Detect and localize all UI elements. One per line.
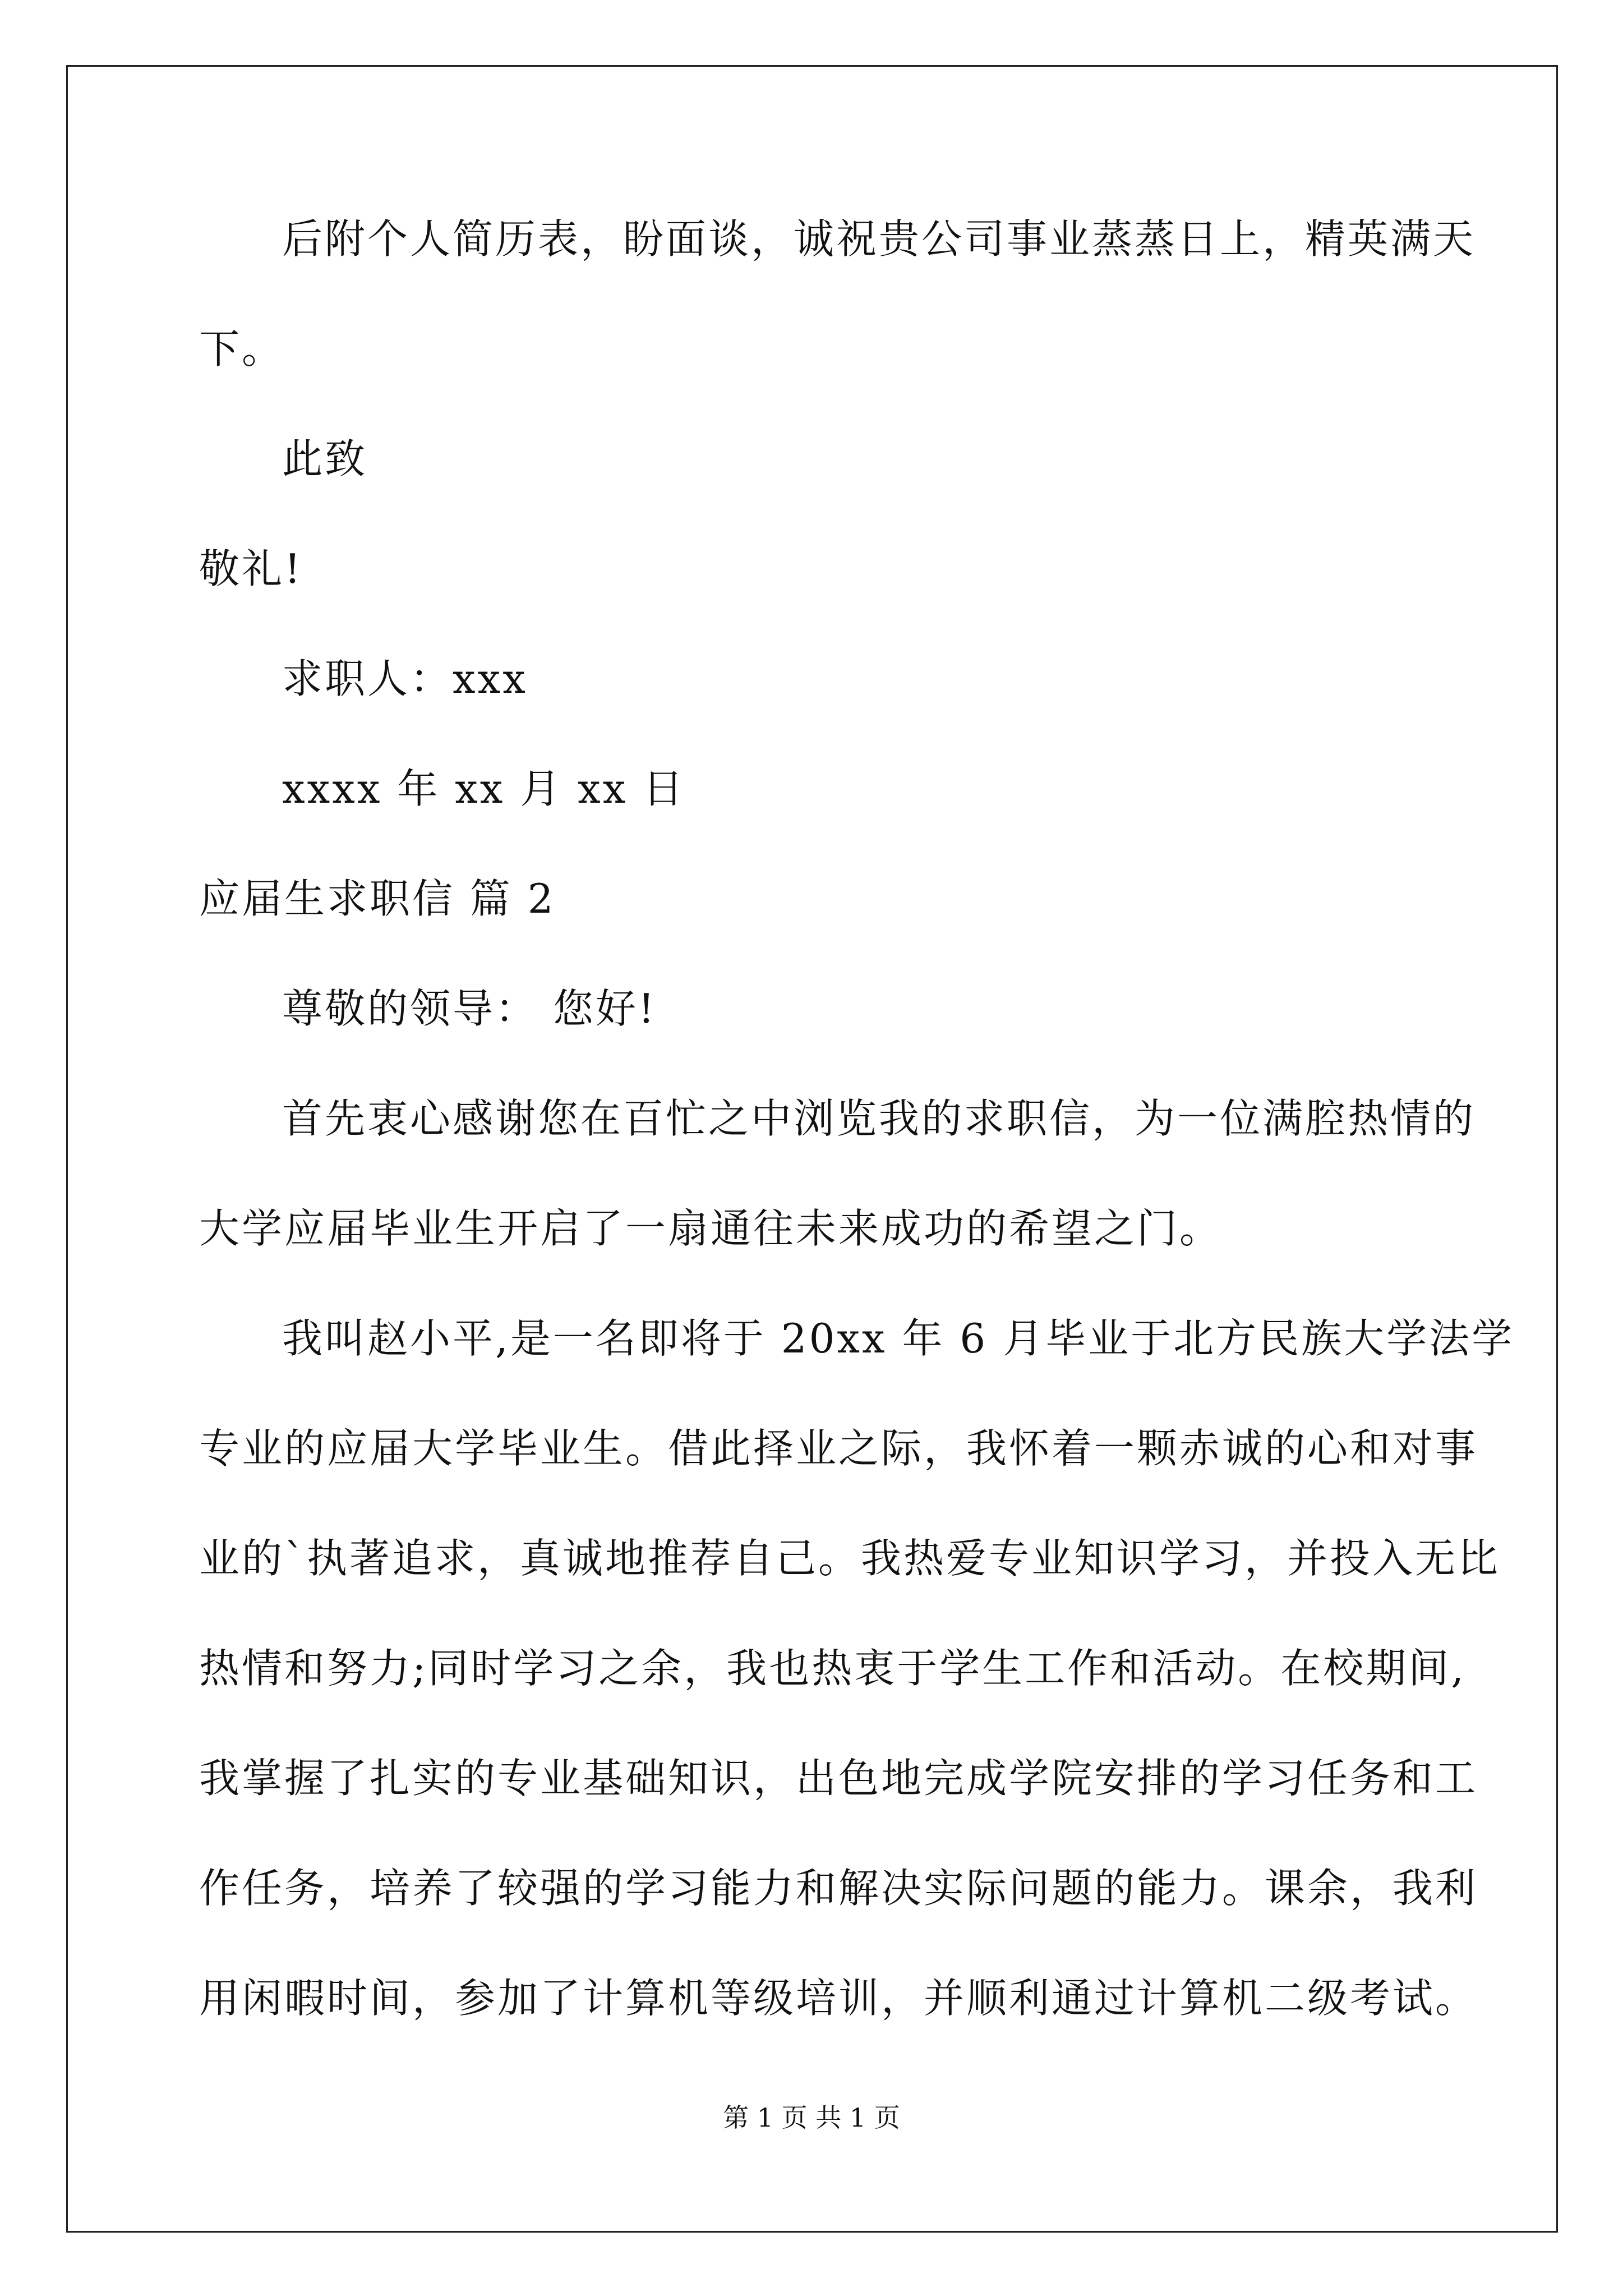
paragraph-line: 作任务，培养了较强的学习能力和解决实际问题的能力。课余，我利	[199, 1865, 1478, 1912]
paragraph-line: 我叫赵小平,是一名即将于 20xx 年 6 月毕业于北方民族大学法学	[282, 1315, 1515, 1362]
page-number-footer: 第 1 页 共 1 页	[723, 2102, 900, 2133]
closing-regards: 敬礼!	[199, 545, 303, 592]
letter-date: xxxx 年 xx 月 xx 日	[282, 765, 686, 812]
paragraph-line: 首先衷心感谢您在百忙之中浏览我的求职信，为一位满腔热情的	[282, 1095, 1476, 1142]
paragraph-line: 专业的应届大学毕业生。借此择业之际，我怀着一颗赤诚的心和对事	[199, 1425, 1478, 1472]
paragraph-line: 业的`执著追求，真诚地推荐自己。我热爱专业知识学习，并投入无比	[199, 1535, 1501, 1582]
applicant-signature: 求职人：xxx	[282, 655, 528, 702]
greeting: 尊敬的领导： 您好!	[282, 985, 657, 1032]
closing-salutation: 此致	[282, 435, 368, 482]
paragraph-line: 下。	[199, 325, 285, 372]
paragraph-line: 后附个人简历表，盼面谈，诚祝贵公司事业蒸蒸日上，精英满天	[282, 215, 1476, 263]
paragraph-line: 大学应届毕业生开启了一扇通往未来成功的希望之门。	[199, 1205, 1223, 1252]
paragraph-line: 热情和努力;同时学习之余，我也热衷于学生工作和活动。在校期间,	[199, 1645, 1467, 1692]
paragraph-line: 用闲暇时间，参加了计算机等级培训，并顺利通过计算机二级考试。	[199, 1975, 1478, 2022]
paragraph-line: 我掌握了扎实的专业基础知识，出色地完成学院安排的学习任务和工	[199, 1755, 1478, 1802]
section-heading: 应届生求职信 篇 2	[199, 875, 556, 922]
